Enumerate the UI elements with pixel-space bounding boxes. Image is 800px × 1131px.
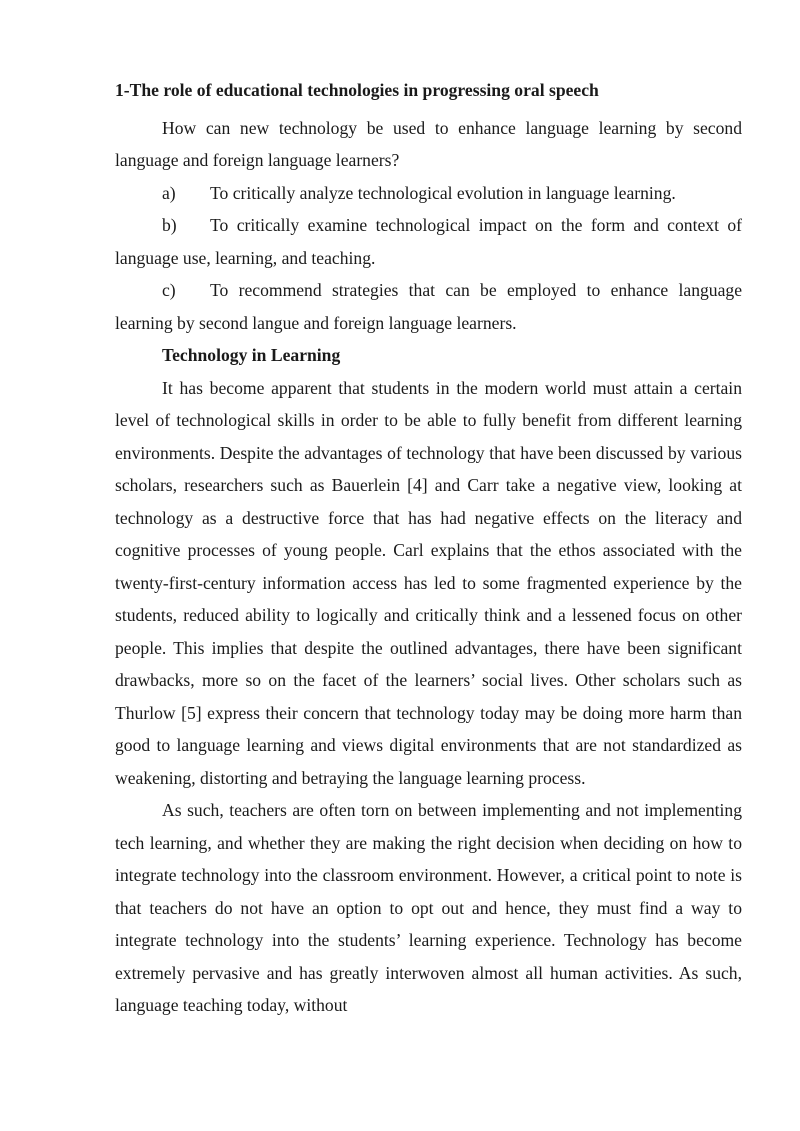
objective-text: To critically analyze technological evolution in language learning. (210, 182, 676, 203)
document-title: 1-The role of educational technologies in progressing oral speech (115, 80, 599, 100)
objective-item-a (115, 177, 742, 210)
objective-marker: a) (162, 182, 176, 203)
objective-item-b (115, 209, 742, 274)
objective-item-c (115, 274, 742, 339)
intro-question: How can new technology be used to enhance language learning by second language and foreign language learners? (115, 117, 742, 170)
body-paragraph: As such, teachers are often torn on between implementing and not implementing tech learning, and whether they are making the right decision when deciding on how to integrate technology into the classroom environment. However, a critical point to note is that teachers do not have an option to opt out and hence, they must find a way to integrate technology into the students’ learning experience. Technology has become extremely pervasive and has greatly interwoven almost all human activities. As such, language teaching today, without (115, 800, 742, 1015)
objective-text: To critically examine technological impact on the form and context of language use, learning, and teaching. (115, 215, 742, 268)
document-page (115, 74, 742, 1022)
objective-marker: c) (162, 280, 176, 300)
objective-text: To recommend strategies that can be employed to enhance language learning by second langue and foreign language learners. (115, 280, 742, 333)
body-paragraph: It has become apparent that students in the modern world must attain a certain level of technological skills in order to be able to fully benefit from different learning environments. Despite the advantages of technology that have been discussed by various scholars, researchers such as Bauerlein [4] and Carr take a negative view, looking at technology as a destructive force that has had negative effects on the literacy and cognitive processes of young people. Carl explains that the ethos associated with the twenty-first-century information access has led to some fragmented experience by the students, reduced ability to logically and critically think and a lessened focus on other people. This implies that despite the outlined advantages, there have been significant drawbacks, more so on the facet of the learners’ social lives. Other scholars such as Thurlow [5] express their concern that technology today may be doing more harm than good to language learning and views digital environments that are not standardized as weakening, distorting and betraying the language learning process. (115, 377, 742, 788)
objective-marker: b) (162, 215, 177, 235)
section-heading: Technology in Learning (162, 345, 341, 365)
